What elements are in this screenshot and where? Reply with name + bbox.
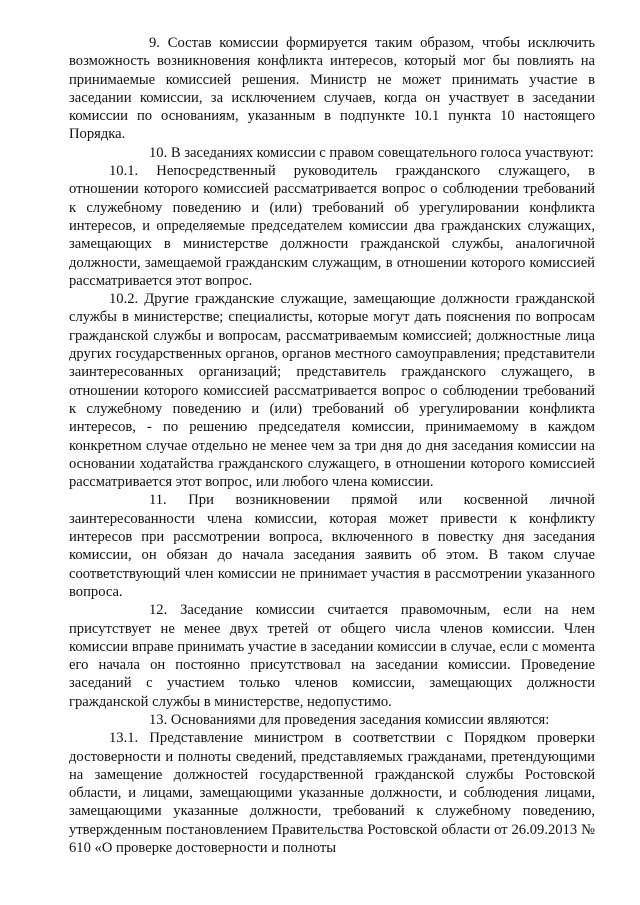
paragraph-11 <box>69 491 595 601</box>
paragraph-10-1 <box>69 162 595 290</box>
paragraph-number: 10.2. <box>109 291 139 308</box>
paragraph-13-1 <box>69 729 595 857</box>
paragraph-13 <box>69 711 595 729</box>
paragraph-number: 10. <box>149 144 168 161</box>
paragraph-text: В заседаниях комиссии с правом совещательного голоса участвуют: <box>170 144 594 161</box>
paragraph-text: Состав комиссии формируется таким образом, чтобы исключить возможность возникновения конфликта интересов, который мог бы повлиять на принимаемые комиссией решения. Министр не может принимать участие в заседании комиссии, за исключением случаев, когда он участвует в заседании комиссии по основаниям, указанным в подпунктe 10.1 пункта 10 настоящего Порядка. <box>69 35 595 143</box>
paragraph-number: 10.1. <box>109 163 139 180</box>
paragraph-text: Представление министром в соответствии с Порядком проверки достоверности и полноты сведений, представляемых гражданами, претендующими на замещение должностей государственной гражданской службы Ростовской области, и лицами, замещающими указанные должности, и соблюдения лицами, замещающими указанные должности, требований к служебному поведению, утвержденным постановлением Правительства Ростовской области от 26.09.2013 № 610 «О проверке достоверности и полноты <box>69 730 595 857</box>
paragraph-text: Основаниями для проведения заседания комиссии являются: <box>170 711 550 728</box>
paragraph-text: При возникновении прямой или косвенной личной заинтересованности члена комиссии, которая может привести к конфликту интересов при рассмотрении вопроса, включенного в повестку дня заседания комиссии, он обязан до начала заседания заявить об этом. В таком случае соответствующий член комиссии не принимает участия в рассмотрении указанного вопроса. <box>69 492 595 600</box>
paragraph-number: 11. <box>149 492 167 509</box>
paragraph-number: 9. <box>149 35 160 51</box>
paragraph-12 <box>69 601 595 711</box>
paragraph-number: 12. <box>149 602 168 619</box>
paragraph-text: Непосредственный руководитель гражданского служащего, в отношении которого комиссией рассматривается вопрос о соблюдении требований к служебному поведению и (или) требований об урегулировании конфликта интересов, и определяемые председателем комиссии два гражданских служащих, замещающих в министерстве должности гражданской службы, аналогичной должности, замещаемой гражданским служащим, в отношении которого комиссией рассматривается этот вопрос. <box>69 163 595 289</box>
paragraph-10 <box>69 144 595 162</box>
paragraph-text: Другие гражданские служащие, замещающие должности гражданской службы в министерстве; специалисты, которые могут дать пояснения по вопросам гражданской службы и вопросам, рассматриваемым комиссией; должностные лица других государственных органов, органов местного самоуправления; представители заинтересованных организаций; представитель гражданского служащего, в отношении которого комиссией рассматривается вопрос о соблюдении требований к служебному поведению и (или) требований об урегулировании конфликта интересов, - по решению председателя комиссии, принимаемому в каждом конкретном случае отдельно не менее чем за три дня до дня заседания комиссии на основании ходатайства гражданского служащего, в отношении которого комиссией рассматривается этот вопрос, или любого члена комиссии. <box>69 291 595 491</box>
paragraph-number: 13.1. <box>109 730 139 747</box>
paragraph-10-2 <box>69 290 595 491</box>
paragraph-9 <box>69 34 595 144</box>
paragraph-text: Заседание комиссии считается правомочным, если на нем присутствует не менее двух третей от общего числа членов комиссии. Член комиссии вправе принимать участие в заседании комиссии в случае, если с момента его начала он постоянно присутствовал на заседании комиссии. Проведение заседаний с участием только членов комиссии, замещающих должности гражданской службы в министерстве, недопустимо. <box>69 602 595 710</box>
document-page <box>69 34 595 857</box>
paragraph-number: 13. <box>149 711 168 728</box>
